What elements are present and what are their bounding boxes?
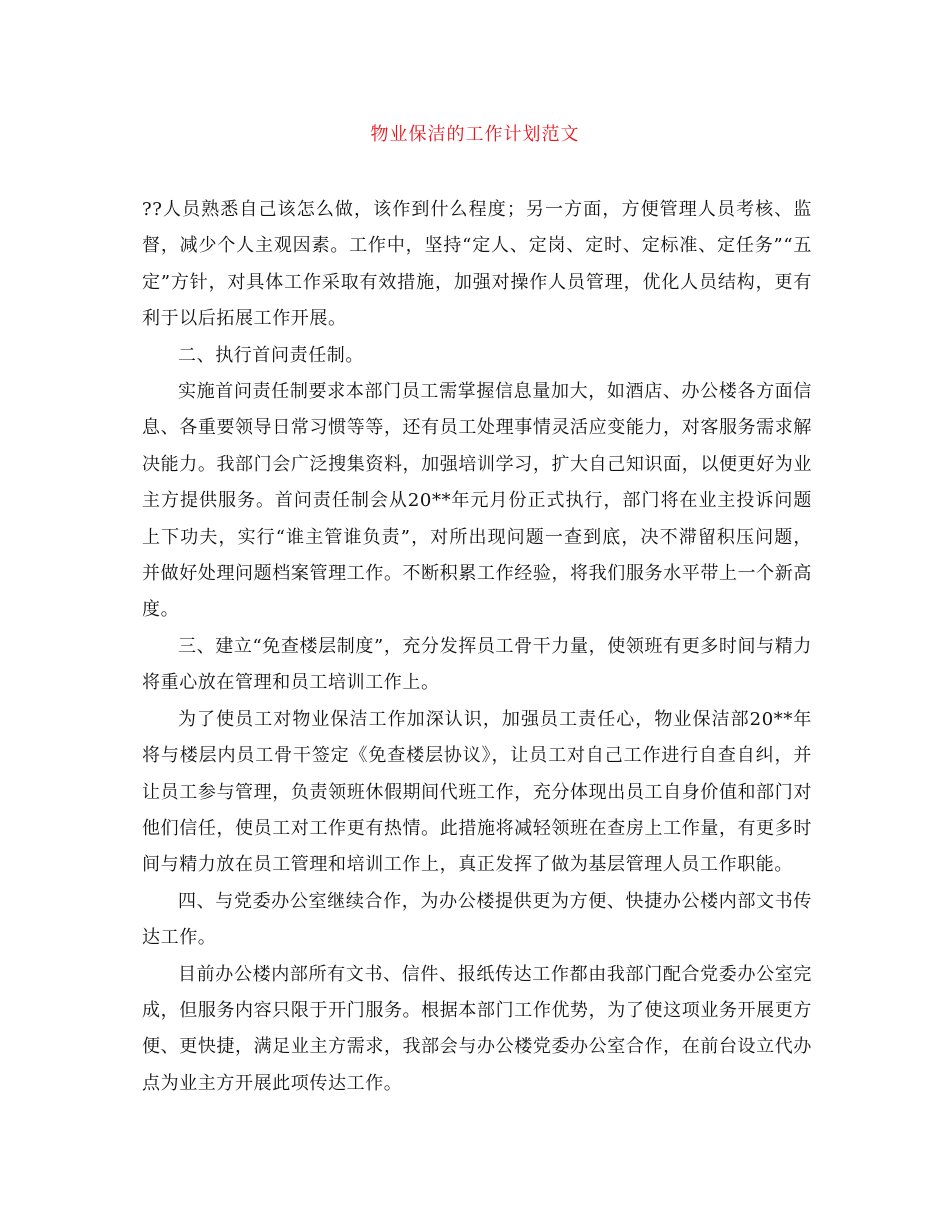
section-heading-inspection-free: 三、建立“免查楼层制度”，充分发挥员工骨干力量，使领班有更多时间与精力将重心放在管理和员工培训工作上。 <box>142 635 812 694</box>
section-heading-first-inquiry: 二、执行首问责任制。 <box>178 344 364 366</box>
document-body <box>142 192 812 1102</box>
document-title: 物业保洁的工作计划范文 <box>370 124 580 145</box>
paragraph-party-office: 目前办公楼内部所有文书、信件、报纸传达工作都由我部门配合党委办公室完成，但服务内容只限于开门服务。根据本部门工作优势，为了使这项业务开展更方便、更快捷，满足业主方需求，我部会与办公楼党委办公室合作，在前台设立代办点为业主方开展此项传达工作。 <box>142 963 812 1094</box>
section-heading-party-office: 四、与党委办公室继续合作，为办公楼提供更为方便、快捷办公楼内部文书传达工作。 <box>142 890 812 949</box>
paragraph-first-inquiry: 实施首问责任制要求本部门员工需掌握信息量加大，如酒店、办公楼各方面信息、各重要领导日常习惯等等，还有员工处理事情灵活应变能力，对客服务需求解决能力。我部门会广泛搜集资料，加强培训学习，扩大自己知识面，以便更好为业主方提供服务。首问责任制会从20**年元月份正式执行，部门将在业主投诉问题上下功夫，实行“谁主管谁负责”，对所出现问题一查到底，决不滞留积压问题，并做好处理问题档案管理工作。不断积累工作经验，将我们服务水平带上一个新高度。 <box>142 381 812 621</box>
paragraph-continuation: ??人员熟悉自己该怎么做，该作到什么程度；另一方面，方便管理人员考核、监督，减少个人主观因素。工作中，坚持“定人、定岗、定时、定标准、定任务”“五定”方针，对具体工作采取有效措施，加强对操作人员管理，优化人员结构，更有利于以后拓展工作开展。 <box>142 199 812 330</box>
paragraph-inspection-free: 为了使员工对物业保洁工作加深认识，加强员工责任心，物业保洁部20**年将与楼层内员工骨干签定《免查楼层协议》，让员工对自己工作进行自查自纠，并让员工参与管理，负责领班休假期间代班工作，充分体现出员工自身价值和部门对他们信任，使员工对工作更有热情。此措施将减轻领班在查房上工作量，有更多时间与精力放在员工管理和培训工作上，真正发挥了做为基层管理人员工作职能。 <box>142 708 812 876</box>
